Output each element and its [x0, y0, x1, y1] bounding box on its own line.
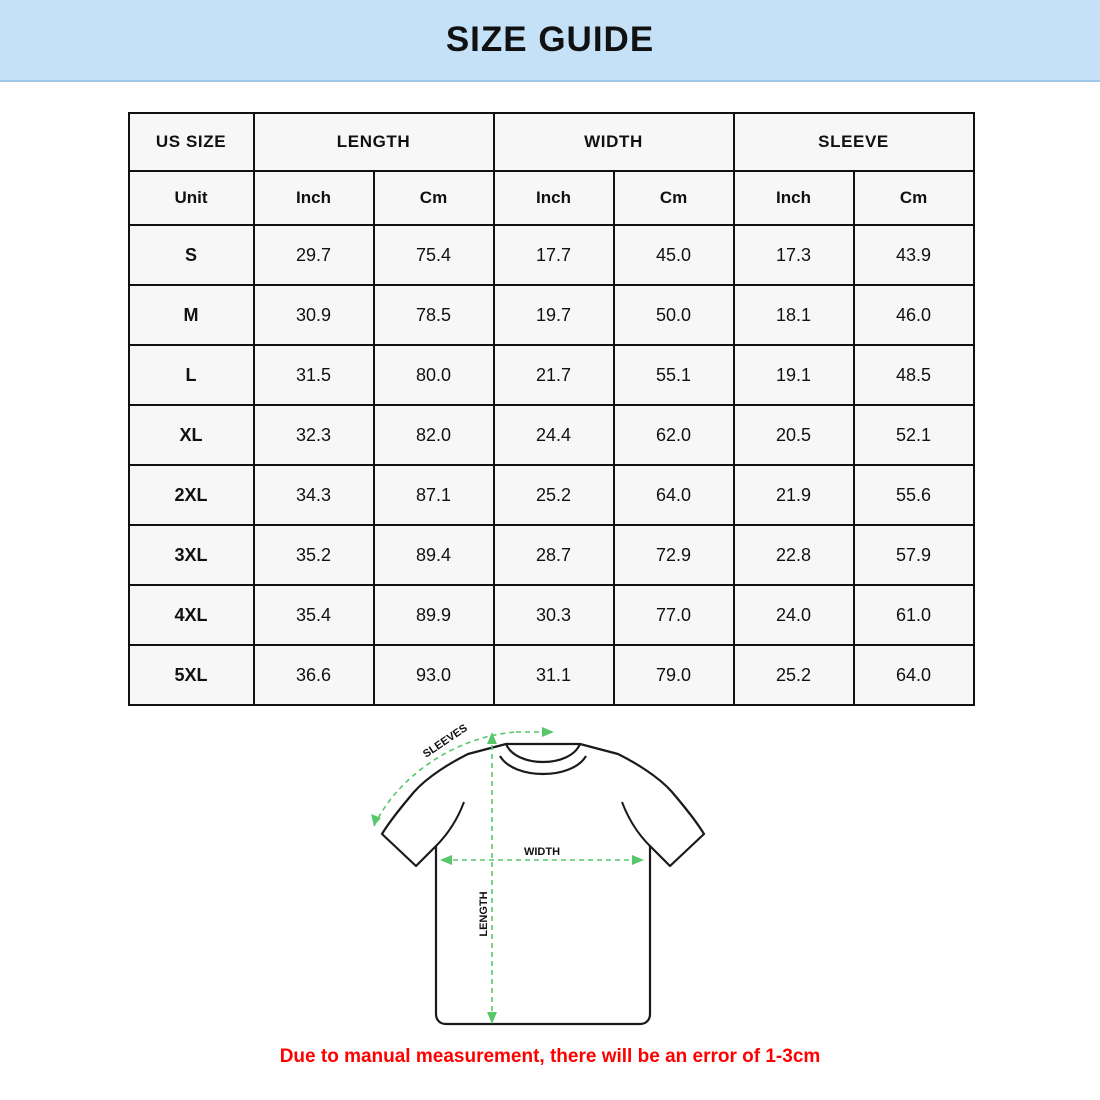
cell-size: XL: [129, 405, 254, 465]
unit-label: Unit: [129, 171, 254, 225]
cell-sleeve-cm: 52.1: [854, 405, 974, 465]
cell-width-inch: 25.2: [494, 465, 614, 525]
cell-width-inch: 19.7: [494, 285, 614, 345]
cell-length-inch: 35.2: [254, 525, 374, 585]
cell-length-inch: 36.6: [254, 645, 374, 705]
cell-sleeve-cm: 64.0: [854, 645, 974, 705]
cell-size: S: [129, 225, 254, 285]
size-table: [128, 112, 975, 706]
group-header-width: WIDTH: [494, 113, 734, 171]
cell-sleeve-cm: 43.9: [854, 225, 974, 285]
cell-size: M: [129, 285, 254, 345]
cell-length-inch: 32.3: [254, 405, 374, 465]
cell-sleeve-inch: 17.3: [734, 225, 854, 285]
header-banner: [0, 0, 1100, 82]
size-table-container: [128, 112, 973, 706]
cell-width-cm: 64.0: [614, 465, 734, 525]
cell-length-cm: 75.4: [374, 225, 494, 285]
cell-sleeve-inch: 25.2: [734, 645, 854, 705]
cell-length-cm: 78.5: [374, 285, 494, 345]
unit-width-inch: Inch: [494, 171, 614, 225]
table-row: [129, 225, 974, 285]
cell-sleeve-cm: 48.5: [854, 345, 974, 405]
cell-sleeve-cm: 55.6: [854, 465, 974, 525]
cell-length-cm: 82.0: [374, 405, 494, 465]
unit-width-cm: Cm: [614, 171, 734, 225]
cell-sleeve-inch: 21.9: [734, 465, 854, 525]
cell-length-inch: 29.7: [254, 225, 374, 285]
cell-size: 5XL: [129, 645, 254, 705]
unit-sleeve-cm: Cm: [854, 171, 974, 225]
unit-length-inch: Inch: [254, 171, 374, 225]
group-header-us-size: US SIZE: [129, 113, 254, 171]
table-row: [129, 285, 974, 345]
cell-length-cm: 89.9: [374, 585, 494, 645]
cell-length-inch: 34.3: [254, 465, 374, 525]
cell-width-cm: 79.0: [614, 645, 734, 705]
sleeves-label: SLEEVES: [420, 722, 470, 761]
table-group-header-row: [129, 113, 974, 171]
group-header-sleeve: SLEEVE: [734, 113, 974, 171]
table-unit-row: [129, 171, 974, 225]
length-label: LENGTH: [478, 891, 490, 937]
cell-width-inch: 17.7: [494, 225, 614, 285]
width-label: WIDTH: [523, 846, 561, 858]
cell-width-cm: 72.9: [614, 525, 734, 585]
table-row: [129, 585, 974, 645]
cell-length-cm: 80.0: [374, 345, 494, 405]
cell-sleeve-inch: 20.5: [734, 405, 854, 465]
cell-sleeve-inch: 19.1: [734, 345, 854, 405]
cell-sleeve-cm: 61.0: [854, 585, 974, 645]
cell-width-cm: 62.0: [614, 405, 734, 465]
cell-size: 2XL: [129, 465, 254, 525]
table-row: [129, 345, 974, 405]
measurement-disclaimer: Due to manual measurement, there will be an error of 1-3cm: [279, 1046, 821, 1067]
table-row: [129, 525, 974, 585]
group-header-length: LENGTH: [254, 113, 494, 171]
cell-width-inch: 30.3: [494, 585, 614, 645]
cell-width-cm: 45.0: [614, 225, 734, 285]
cell-length-inch: 35.4: [254, 585, 374, 645]
cell-size: L: [129, 345, 254, 405]
cell-length-cm: 89.4: [374, 525, 494, 585]
cell-sleeve-cm: 46.0: [854, 285, 974, 345]
unit-length-cm: Cm: [374, 171, 494, 225]
cell-sleeve-inch: 24.0: [734, 585, 854, 645]
page-title: SIZE GUIDE: [445, 20, 655, 59]
table-row: [129, 465, 974, 525]
cell-sleeve-cm: 57.9: [854, 525, 974, 585]
cell-width-inch: 31.1: [494, 645, 614, 705]
tshirt-diagram: [0, 714, 1100, 1044]
table-row: [129, 405, 974, 465]
cell-length-inch: 30.9: [254, 285, 374, 345]
cell-length-cm: 93.0: [374, 645, 494, 705]
tshirt-measure-svg: [340, 714, 760, 1044]
cell-sleeve-inch: 22.8: [734, 525, 854, 585]
cell-width-inch: 24.4: [494, 405, 614, 465]
cell-sleeve-inch: 18.1: [734, 285, 854, 345]
cell-width-inch: 21.7: [494, 345, 614, 405]
cell-width-inch: 28.7: [494, 525, 614, 585]
cell-width-cm: 50.0: [614, 285, 734, 345]
tshirt-outline-icon: [382, 744, 704, 1024]
cell-width-cm: 55.1: [614, 345, 734, 405]
unit-sleeve-inch: Inch: [734, 171, 854, 225]
cell-width-cm: 77.0: [614, 585, 734, 645]
cell-size: 4XL: [129, 585, 254, 645]
cell-length-inch: 31.5: [254, 345, 374, 405]
cell-size: 3XL: [129, 525, 254, 585]
cell-length-cm: 87.1: [374, 465, 494, 525]
table-row: [129, 645, 974, 705]
